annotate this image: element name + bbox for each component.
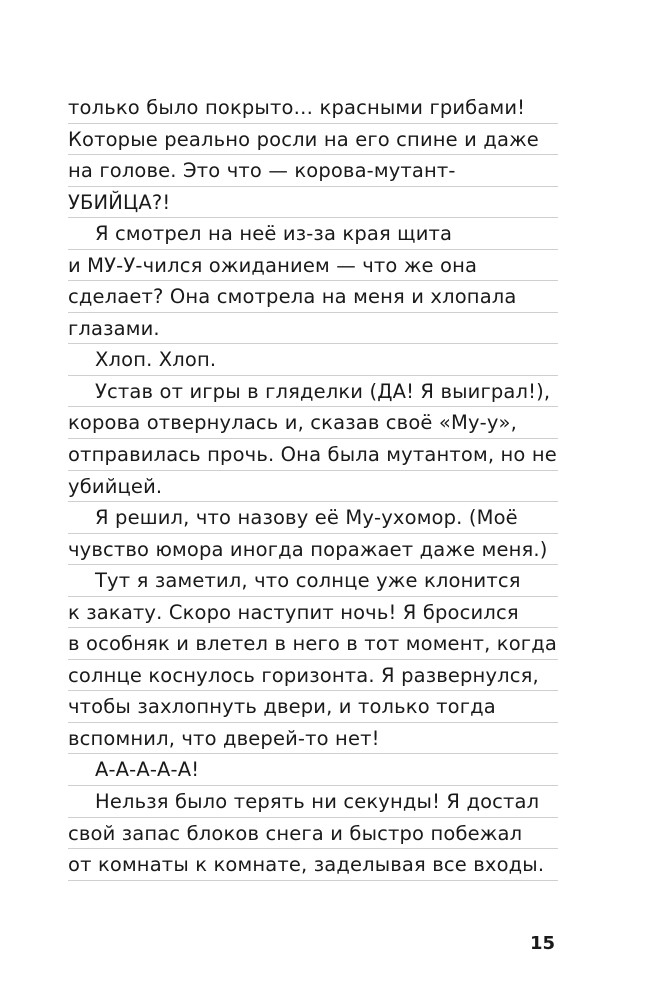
text-line [68, 597, 558, 629]
text-line [68, 155, 558, 187]
text-line [68, 786, 558, 818]
text-line [68, 187, 558, 219]
text-line-content: Нельзя было терять ни секунды! Я достал [95, 790, 540, 814]
text-line-content: от комнаты к комнате, заделывая все входы. [68, 853, 545, 877]
page-text [68, 92, 558, 881]
text-line-content: УБИЙЦА?! [68, 190, 171, 214]
text-line-content: на голове. Это что — корова-мутант- [68, 159, 456, 183]
text-line-content: и МУ-У-чился ожиданием — что же она [68, 253, 478, 277]
text-line [68, 250, 558, 282]
text-line-content: свой запас блоков снега и быстро побежал [68, 821, 523, 845]
text-line-content: корова отвернулась и, сказав своё «Му-у», [68, 411, 517, 435]
text-line-content: к закату. Скоро наступит ночь! Я бросился [68, 600, 519, 624]
text-line [68, 754, 558, 786]
text-line [68, 344, 558, 376]
text-line-content: только было покрыто… красными грибами! [68, 96, 526, 119]
text-line-content: чувство юмора иногда поражает даже меня.) [68, 537, 548, 561]
text-line-content: солнце коснулось горизонта. Я развернулся, [68, 663, 539, 687]
text-line-content: чтобы захлопнуть двери, и только тогда [68, 695, 496, 719]
text-line-content: глазами. [68, 316, 160, 340]
text-line [68, 313, 558, 345]
text-line-content: Тут я заметил, что солнце уже клонится [95, 569, 521, 593]
text-line [68, 723, 558, 755]
text-line [68, 218, 558, 250]
text-line [68, 124, 558, 156]
text-line-content: Я смотрел на неё из-за края щита [95, 222, 453, 246]
text-line-content: отправилась прочь. Она была мутантом, но не [68, 443, 557, 467]
text-line [68, 534, 558, 566]
text-line-content: Устав от игры в гляделки (ДА! Я выиграл!), [95, 379, 551, 403]
text-line [68, 92, 558, 124]
text-line [68, 502, 558, 534]
text-line-content: в особняк и влетел в него в тот момент, когда [68, 632, 557, 656]
text-line-content: Которые реально росли на его спине и даже [68, 127, 539, 151]
text-line [68, 628, 558, 660]
text-line [68, 849, 558, 881]
text-line-content: вспомнил, что дверей-то нет! [68, 726, 380, 750]
text-line [68, 660, 558, 692]
text-line [68, 376, 558, 408]
text-line [68, 471, 558, 503]
text-line [68, 565, 558, 597]
text-line-content: А-А-А-А-А! [95, 758, 200, 782]
page-number: 15 [529, 933, 555, 954]
text-line-content: сделает? Она смотрела на меня и хлопала [68, 285, 517, 309]
text-line [68, 818, 558, 850]
text-line-content: убийцей. [68, 474, 163, 498]
text-line [68, 691, 558, 723]
text-line [68, 281, 558, 313]
text-line [68, 407, 558, 439]
text-line [68, 439, 558, 471]
text-line-content: Я решил, что назову её Му-ухомор. (Моё [95, 506, 518, 530]
text-line-content: Хлоп. Хлоп. [95, 348, 217, 372]
